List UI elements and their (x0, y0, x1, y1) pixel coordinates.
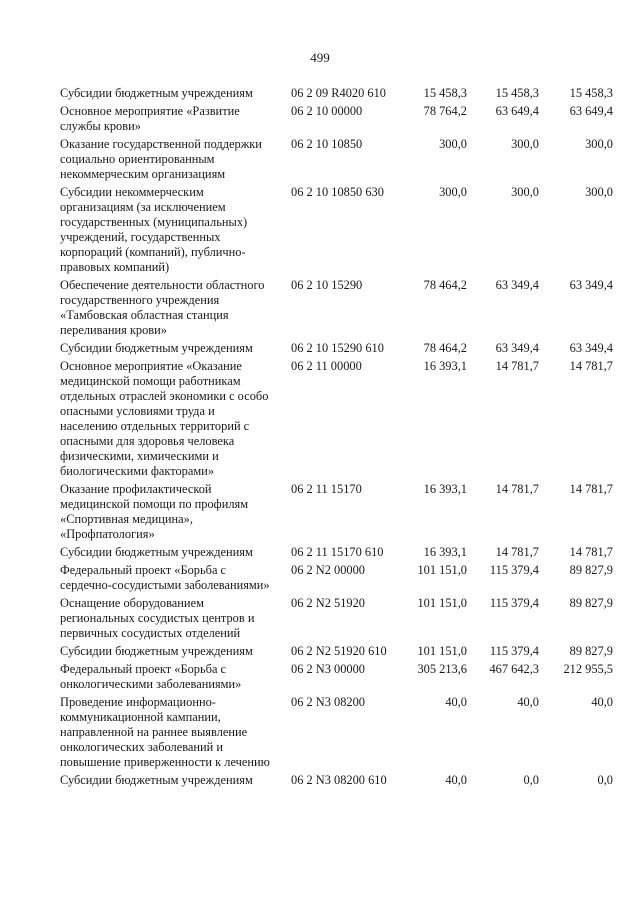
row-value-1: 16 393,1 (423, 482, 467, 496)
row-value-3: 300,0 (585, 137, 613, 151)
row-value-2: 14 781,7 (495, 359, 539, 373)
row-name: Субсидии бюджетным учреждениям (60, 86, 253, 100)
row-value-1: 16 393,1 (423, 545, 467, 559)
row-value-2: 63 349,4 (495, 341, 539, 355)
page-number: 499 (310, 50, 330, 65)
row-value-3: 14 781,7 (569, 359, 613, 373)
row-value-1: 15 458,3 (423, 86, 467, 100)
row-value-2: 467 642,3 (489, 662, 539, 676)
row-value-3: 63 349,4 (569, 278, 613, 292)
row-value-3: 63 349,4 (569, 341, 613, 355)
table-row (0, 545, 640, 560)
row-name: Обеспечение деятельности областного государственного учреждения «Тамбовская областная станция переливания крови» (60, 278, 265, 337)
row-code: 06 2 N2 51920 (291, 596, 365, 610)
row-value-3: 63 649,4 (569, 104, 613, 118)
row-value-3: 40,0 (591, 695, 613, 709)
row-code: 06 2 10 10850 630 (291, 185, 384, 199)
table-row (0, 359, 640, 479)
row-value-1: 16 393,1 (423, 359, 467, 373)
row-code: 06 2 11 15170 (291, 482, 362, 496)
row-name: Основное мероприятие «Развитие службы крови» (60, 104, 240, 133)
row-value-1: 78 764,2 (423, 104, 467, 118)
row-value-3: 14 781,7 (569, 482, 613, 496)
table-row (0, 563, 640, 593)
row-value-1: 101 151,0 (417, 596, 467, 610)
row-name: Оснащение оборудованием региональных сосудистых центров и первичных сосудистых отделений (60, 596, 255, 640)
row-name: Оказание государственной поддержки социально ориентированным некоммерческим организациям (60, 137, 262, 181)
row-value-2: 115 379,4 (489, 596, 539, 610)
table-row (0, 137, 640, 182)
row-value-2: 0,0 (523, 773, 539, 787)
row-name: Субсидии бюджетным учреждениям (60, 644, 253, 658)
row-value-3: 89 827,9 (569, 563, 613, 577)
row-value-1: 305 213,6 (417, 662, 467, 676)
row-value-3: 15 458,3 (569, 86, 613, 100)
row-value-3: 14 781,7 (569, 545, 613, 559)
row-value-2: 14 781,7 (495, 482, 539, 496)
row-code: 06 2 10 10850 (291, 137, 363, 151)
row-code: 06 2 N3 00000 (291, 662, 365, 676)
row-code: 06 2 11 15170 610 (291, 545, 384, 559)
row-value-1: 101 151,0 (417, 644, 467, 658)
row-name: Субсидии некоммерческим организациям (за исключением государственных (муниципальных) учреждений, государственных корпораций (компаний), публично- правовых компаний) (60, 185, 248, 274)
table-row (0, 596, 640, 641)
row-value-2: 115 379,4 (489, 644, 539, 658)
row-code: 06 2 10 15290 610 (291, 341, 384, 355)
row-value-1: 40,0 (445, 773, 467, 787)
table-row (0, 662, 640, 692)
table-row (0, 278, 640, 338)
table-row (0, 185, 640, 275)
row-value-2: 15 458,3 (495, 86, 539, 100)
row-value-2: 63 349,4 (495, 278, 539, 292)
budget-table (0, 86, 640, 791)
row-value-1: 300,0 (439, 185, 467, 199)
row-code: 06 2 10 15290 (291, 278, 363, 292)
row-value-3: 212 955,5 (563, 662, 613, 676)
row-code: 06 2 09 R4020 610 (291, 86, 386, 100)
row-value-3: 89 827,9 (569, 596, 613, 610)
row-value-3: 300,0 (585, 185, 613, 199)
table-row (0, 695, 640, 770)
table-row (0, 86, 640, 101)
table-row (0, 773, 640, 788)
row-name: Федеральный проект «Борьба с сердечно-сосудистыми заболеваниями» (60, 563, 270, 592)
row-value-1: 78 464,2 (423, 278, 467, 292)
row-name: Федеральный проект «Борьба с онкологическими заболеваниями» (60, 662, 242, 691)
row-name: Основное мероприятие «Оказание медицинской помощи работникам отдельных отраслей экономики с особо опасными условиями труда и населению отдельных территорий с опасными для здоровья человека физическими, химическими и биологическими факторами» (60, 359, 269, 478)
row-value-2: 14 781,7 (495, 545, 539, 559)
row-code: 06 2 11 00000 (291, 359, 362, 373)
row-name: Проведение информационно- коммуникационной кампании, направленной на раннее выявление онкологических заболеваний и повышение приверженности к лечению (60, 695, 270, 769)
row-value-1: 40,0 (445, 695, 467, 709)
row-code: 06 2 N3 08200 610 (291, 773, 387, 787)
table-row (0, 644, 640, 659)
row-value-2: 115 379,4 (489, 563, 539, 577)
row-code: 06 2 10 00000 (291, 104, 363, 118)
table-row (0, 341, 640, 356)
row-name: Оказание профилактической медицинской помощи по профилям «Спортивная медицина», «Профпатология» (60, 482, 249, 541)
row-name: Субсидии бюджетным учреждениям (60, 341, 253, 355)
row-code: 06 2 N2 00000 (291, 563, 365, 577)
table-row (0, 482, 640, 542)
row-value-3: 0,0 (597, 773, 613, 787)
row-name: Субсидии бюджетным учреждениям (60, 773, 253, 787)
row-name: Субсидии бюджетным учреждениям (60, 545, 253, 559)
row-value-1: 101 151,0 (417, 563, 467, 577)
row-value-1: 78 464,2 (423, 341, 467, 355)
row-value-2: 40,0 (517, 695, 539, 709)
table-row (0, 104, 640, 134)
row-code: 06 2 N2 51920 610 (291, 644, 387, 658)
row-code: 06 2 N3 08200 (291, 695, 365, 709)
row-value-2: 63 649,4 (495, 104, 539, 118)
row-value-1: 300,0 (439, 137, 467, 151)
row-value-2: 300,0 (511, 185, 539, 199)
row-value-2: 300,0 (511, 137, 539, 151)
row-value-3: 89 827,9 (569, 644, 613, 658)
